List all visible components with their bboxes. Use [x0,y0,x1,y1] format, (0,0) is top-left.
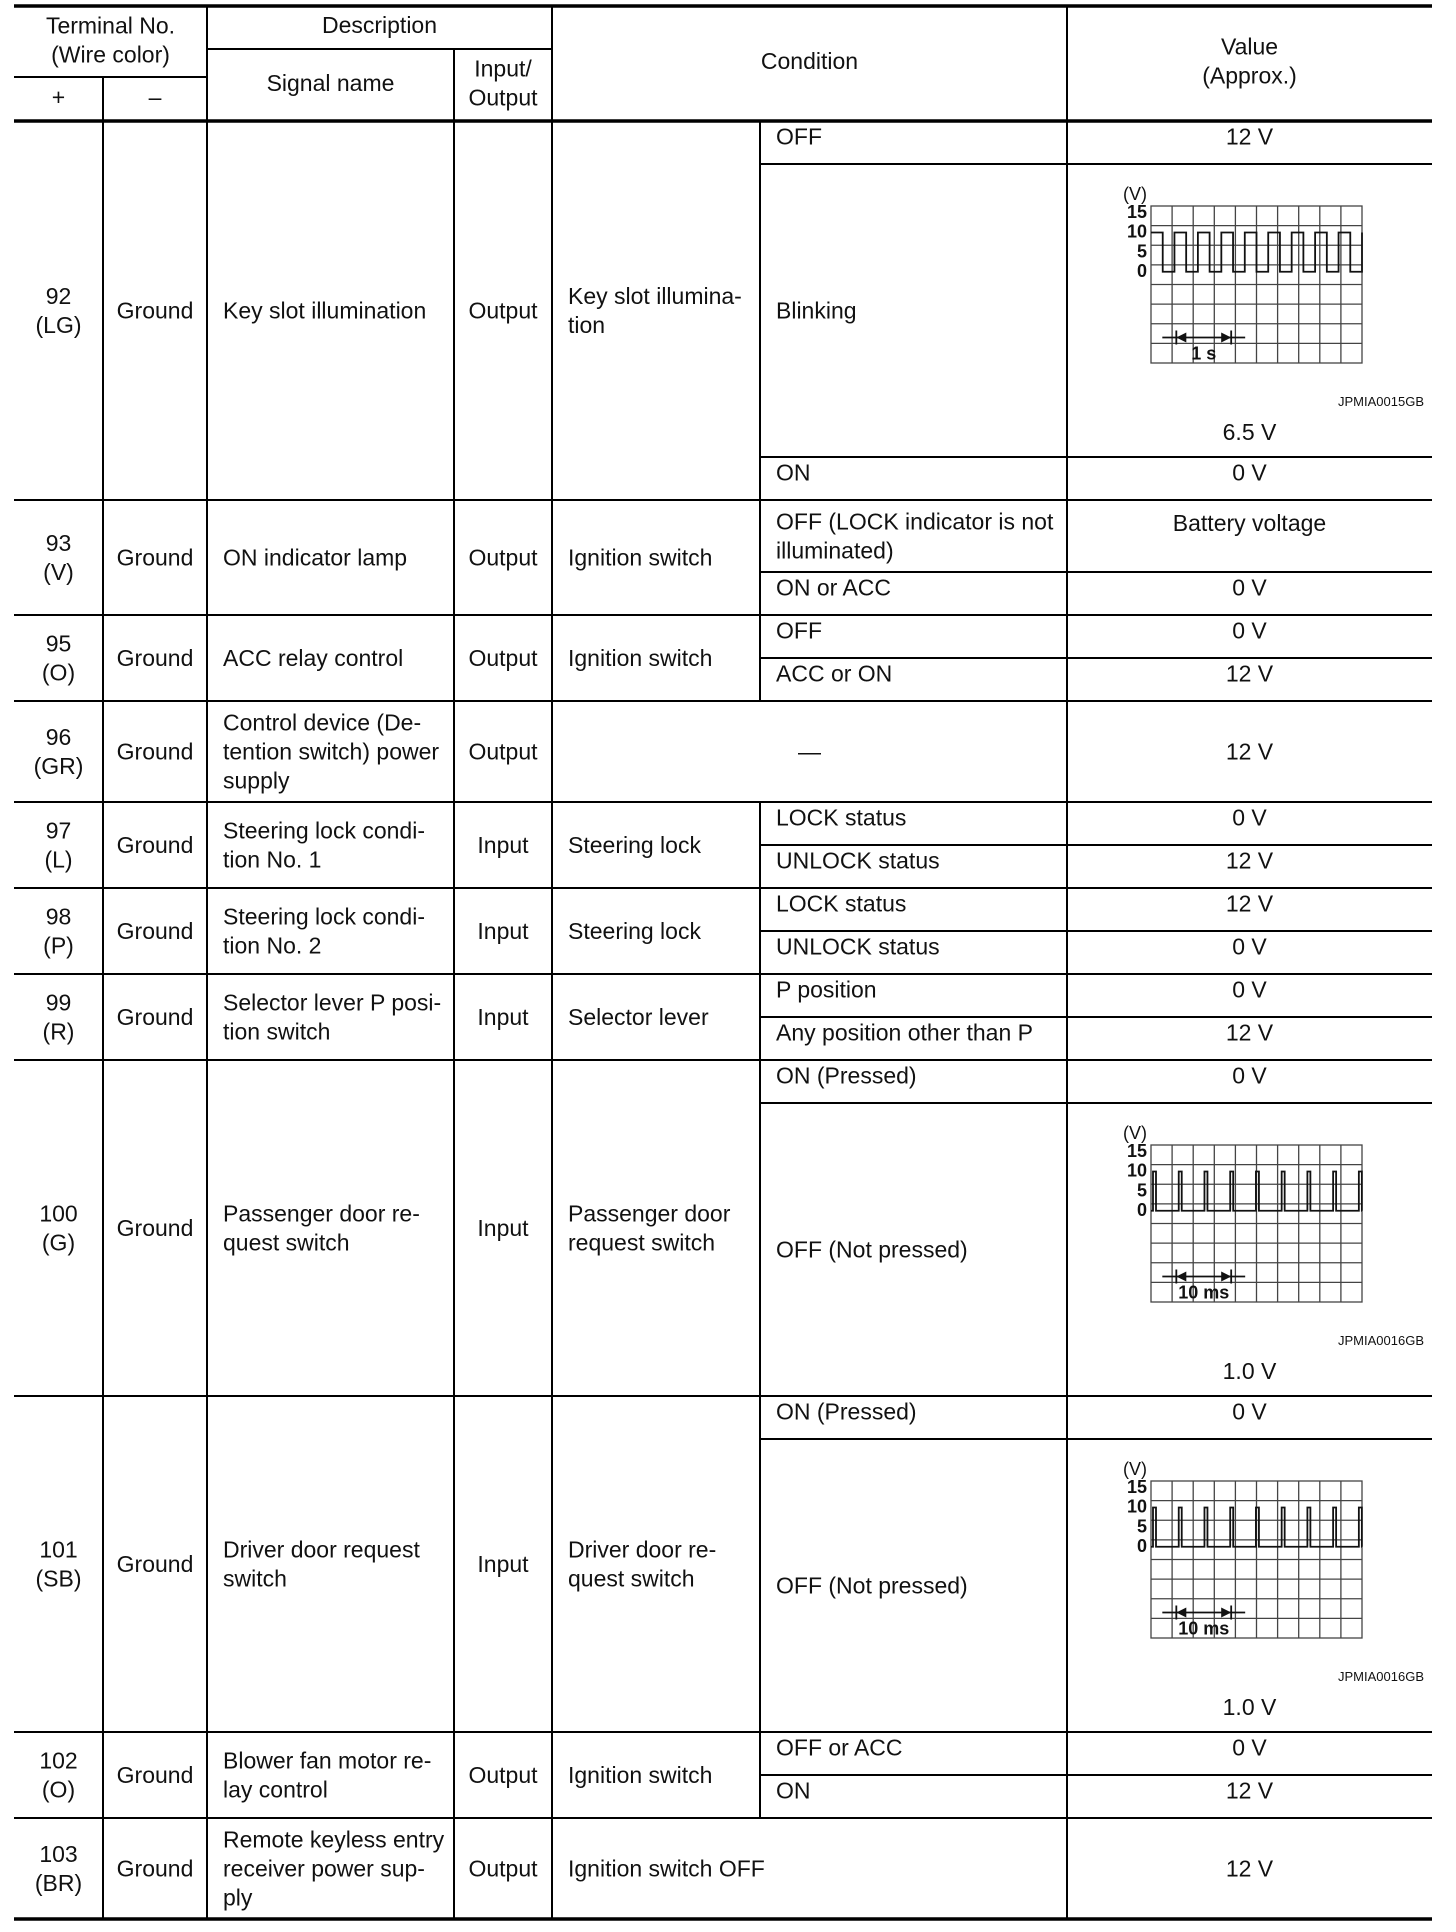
condition-main-cell [568,918,701,944]
condition-detail [776,618,822,644]
wire-color: (R) [42,1018,75,1045]
condition-main-cell-line: quest switch [568,1565,695,1592]
condition-main-cell-line: Selector lever [568,1004,709,1030]
header-description-line: Description [321,12,438,38]
terminal-cell [42,631,75,686]
condition-detail [776,1573,968,1599]
value-cell-line: 0 V [1232,933,1267,960]
waveform-tick-label: 0 [1136,1535,1147,1556]
terminal-number: 97 [45,817,72,844]
io-cell [468,298,538,324]
figure-code: JPMIA0016GB [1338,1333,1424,1348]
signal-name-cell-line: quest switch [223,1229,350,1256]
condition-main-cell-line: Passenger door [568,1200,731,1227]
condition-detail-line: illuminated) [776,537,894,564]
condition-detail-line: ACC or ON [776,660,893,687]
io-cell [477,1215,529,1241]
value-cell [1226,124,1274,150]
io-cell-line: Input [477,1551,529,1577]
ground-cell [117,298,194,324]
io-cell [468,739,538,765]
signal-name-cell-line: Control device (De- [223,709,422,736]
waveform-tick-label: 0 [1136,1199,1147,1220]
ground-cell-line: Ground [116,645,194,671]
condition-detail-line: ON (Pressed) [776,1398,917,1425]
signal-name-cell-line: Driver door request [223,1536,420,1563]
waveform-chart [1123,1123,1424,1348]
table-row [34,724,84,779]
waveform-chart [1123,184,1424,409]
arrow-right-icon [1176,332,1186,342]
ground-cell [117,1762,194,1788]
table-row [43,904,74,959]
signal-name-cell [223,1827,445,1911]
value-cell [1223,1358,1277,1384]
value-cell-line: 0 V [1232,1734,1267,1761]
condition-main-cell [568,545,712,571]
condition-detail [776,1735,903,1761]
waveform-tick-label: 5 [1136,241,1147,262]
condition-detail [776,298,857,324]
ground-cell-line: Ground [116,1215,194,1241]
value-cell [1226,1856,1274,1882]
condition-main-cell [568,1201,731,1256]
condition-detail-line: OFF [776,617,822,644]
terminal-number: 93 [45,530,72,556]
ground-cell [117,1856,194,1882]
table-row [39,1748,77,1803]
value-cell-line: 0 V [1232,1398,1267,1425]
io-cell-line: Output [468,544,538,571]
value-cell [1232,618,1267,644]
signal-name-cell-line: Blower fan motor re- [223,1747,432,1774]
value-cell [1232,934,1267,960]
io-cell-line: Output [468,297,538,324]
header-io [468,56,538,111]
value-cell-line: 0 V [1232,574,1267,601]
condition-main-cell [568,1537,716,1592]
signal-name-cell-line: receiver power sup- [223,1855,425,1882]
header-value [1202,34,1297,89]
wire-color: (BR) [34,1870,83,1896]
io-cell [468,1762,538,1788]
header-plus [52,84,65,110]
wire-color: (LG) [35,312,82,338]
header-io-line: Input/ [474,55,532,82]
signal-name-cell-line: Steering lock condi- [223,817,425,844]
wire-color: (SB) [35,1565,82,1592]
ground-cell [117,1215,194,1241]
wire-color: (P) [43,932,74,959]
terminal-number: 96 [45,724,72,750]
table-row [43,990,75,1045]
value-cell [1232,805,1267,831]
value-cell-line: 0 V [1232,459,1267,486]
condition-sub-row [1123,1459,1424,1684]
io-cell-line: Input [477,1004,529,1030]
condition-detail [776,661,892,687]
io-cell [477,918,529,944]
arrow-right-icon [1176,1607,1186,1617]
waveform-unit: (V) [1123,1459,1147,1479]
arrow-left-icon [1221,1607,1231,1617]
signal-name-cell [223,545,407,571]
io-cell [468,545,538,571]
signal-name-cell-line: tion No. 1 [223,846,322,873]
value-cell-line: 1.0 V [1222,1694,1277,1720]
value-cell-line: 0 V [1232,1062,1267,1089]
terminal-cell [39,1201,77,1256]
wire-color: (V) [43,559,74,585]
io-cell [477,1004,529,1030]
io-cell-line: Output [468,1855,538,1882]
figure-code: JPMIA0015GB [1338,394,1424,409]
arrow-left-icon [1221,332,1231,342]
condition-main-cell-line: tion [568,312,606,338]
terminal-cell [43,904,74,959]
terminal-number: 95 [45,630,72,657]
terminal-number: 101 [39,1536,78,1563]
value-cell-line: 12 V [1225,1777,1274,1804]
table-row [43,530,74,585]
signal-name-cell-line: lay control [223,1776,328,1803]
signal-name-cell [223,1748,431,1803]
value-cell-line: 12 V [1225,738,1274,765]
signal-name-cell [223,904,425,959]
condition-main-cell-line: Ignition switch [568,1762,713,1788]
header-description [322,12,437,38]
waveform-signal [1151,1507,1362,1546]
ground-cell [117,545,194,571]
waveform-tick-label: 15 [1126,1477,1147,1497]
signal-name-cell [223,645,403,671]
condition-main-cell-line: Steering lock [568,832,701,858]
waveform-tick-label: 0 [1136,260,1147,281]
value-cell [1226,891,1274,917]
waveform-tick-label: 10 [1126,1160,1147,1181]
value-cell-line: 0 V [1232,976,1267,1003]
condition-cell-line: — [798,738,821,765]
value-cell-line: 12 V [1225,1855,1274,1882]
ground-cell [117,918,194,944]
condition-detail-line: Any position other than P [776,1019,1033,1046]
wire-color: (O) [41,1776,76,1803]
value-cell-line: 6.5 V [1222,419,1277,445]
condition-detail-line: ON [776,459,811,486]
value-cell [1232,1735,1267,1761]
terminal-cell [43,530,74,585]
ground-cell [117,645,194,671]
io-cell [477,1551,529,1577]
ground-cell [117,1551,194,1577]
condition-detail [776,977,877,1003]
signal-name-cell-line: tion No. 2 [223,932,322,959]
value-cell [1226,848,1274,874]
condition-detail-line: OFF [776,123,822,150]
signal-name-cell-line: Steering lock condi- [223,903,425,930]
terminal-cell [43,990,75,1045]
condition-cell [568,1856,765,1882]
table-row [42,631,75,686]
condition-main-cell-line: Driver door re- [568,1536,717,1563]
condition-detail-line: UNLOCK status [776,933,940,960]
condition-detail-line: LOCK status [776,804,907,831]
header-minus [149,84,162,110]
ground-cell-line: Ground [116,297,194,324]
wire-color: (GR) [33,753,84,779]
terminal-number: 103 [39,1841,78,1867]
signal-name-cell-line: supply [223,767,290,794]
value-cell-line: 0 V [1232,617,1267,644]
signal-name-cell [223,990,441,1045]
value-cell [1232,1399,1267,1425]
signal-name-cell-line: ply [223,1884,253,1911]
header-signal-name-line: Signal name [266,70,395,96]
header-io-line: Output [468,84,538,111]
waveform-timebase: 1 s [1191,343,1217,364]
table-row [35,1841,82,1896]
io-cell-line: Output [468,645,538,671]
condition-detail-line: Blinking [776,297,857,324]
terminal-cell [35,1841,82,1896]
header-condition [761,48,858,74]
value-cell [1226,1778,1274,1804]
condition-main-cell-line: Ignition switch [568,544,713,571]
condition-main-cell [568,283,742,338]
header-signal-name [267,70,395,96]
signal-name-cell-line: tention switch) power [223,738,440,765]
value-cell [1173,510,1326,536]
header-minus-line: – [148,84,162,110]
table-row [44,818,72,873]
value-cell-line: 12 V [1225,1019,1274,1046]
header-terminal-line: Terminal No. [45,12,176,39]
signal-name-cell [223,710,439,794]
condition-detail [776,1778,811,1804]
io-cell-line: Output [468,738,538,765]
io-cell-line: Input [477,832,529,858]
condition-main-cell-line: Key slot illumina- [568,283,742,309]
value-cell [1226,739,1274,765]
ground-cell-line: Ground [116,832,194,858]
waveform-tick-label: 5 [1136,1516,1147,1537]
value-cell-line: 12 V [1225,123,1274,150]
condition-detail [776,124,822,150]
signal-name-cell-line: ACC relay control [223,645,404,671]
condition-sub-row [1123,1123,1424,1348]
condition-main-cell-line: request switch [568,1229,716,1256]
io-cell-line: Input [477,1215,529,1241]
value-cell [1232,460,1267,486]
value-cell [1232,977,1267,1003]
condition-main-cell-line: Ignition switch [568,645,713,671]
header-terminal [46,13,175,68]
waveform-chart [1123,1459,1424,1684]
terminal-number: 102 [39,1747,78,1774]
condition-detail-line: OFF (LOCK indicator is not [776,508,1054,535]
condition-detail [776,848,940,874]
signal-name-cell [223,818,425,873]
ground-cell [117,832,194,858]
value-cell [1232,1063,1267,1089]
terminal-cell [39,1748,77,1803]
condition-detail [776,1063,917,1089]
value-cell [1223,419,1277,445]
condition-detail [776,1237,968,1263]
signal-name-cell-line: switch [223,1565,287,1592]
signal-name-cell [223,298,426,324]
signal-name-cell-line: ON indicator lamp [223,544,408,571]
value-cell-line: 12 V [1225,890,1274,917]
value-cell-line: 0 V [1232,804,1267,831]
ground-cell-line: Ground [116,738,194,765]
terminal-number: 92 [45,283,72,309]
condition-main-cell-line: Steering lock [568,918,701,944]
ground-cell [117,1004,194,1030]
condition-detail [776,575,891,601]
header-value-line: (Approx.) [1202,62,1297,89]
condition-detail [776,1399,917,1425]
condition-main-cell [568,832,701,858]
condition-detail-line: ON (Pressed) [776,1062,917,1089]
terminal-number: 99 [45,989,72,1016]
condition-detail-line: OFF (Not pressed) [776,1572,968,1599]
io-cell [468,1856,538,1882]
waveform-timebase: 10 ms [1178,1282,1230,1303]
signal-name-cell [223,1537,420,1592]
condition-detail [776,509,1054,564]
wire-color: (O) [41,659,76,686]
terminal-number: 100 [39,1200,78,1227]
waveform-unit: (V) [1123,184,1147,204]
signal-name-cell [223,1201,420,1256]
header-condition-line: Condition [760,48,859,74]
signal-name-cell-line: Remote keyless entry [223,1826,445,1853]
condition-detail-line: ON or ACC [776,574,892,601]
waveform-signal [1151,1171,1362,1210]
condition-detail-line: LOCK status [776,890,907,917]
signal-name-cell-line: tion switch [223,1018,331,1045]
ground-cell-line: Ground [116,544,194,571]
condition-detail [776,891,906,917]
io-cell [477,832,529,858]
condition-detail-line: OFF or ACC [776,1734,903,1761]
value-cell-line: 12 V [1225,847,1274,874]
signal-name-cell-line: Selector lever P posi- [223,989,442,1016]
io-cell [468,645,538,671]
waveform-timebase: 10 ms [1178,1618,1230,1639]
io-cell-line: Output [468,1762,538,1788]
condition-detail [776,460,811,486]
waveform-unit: (V) [1123,1123,1147,1143]
condition-main-cell [568,1004,709,1030]
value-cell [1226,661,1274,687]
waveform-signal [1151,232,1362,271]
header-terminal-line: (Wire color) [51,41,170,68]
io-cell-line: Input [477,918,529,944]
header-plus-line: + [51,84,66,110]
terminal-cell [36,1537,82,1592]
waveform-tick-label: 10 [1126,1496,1147,1517]
value-cell-line: 12 V [1225,660,1274,687]
value-cell [1223,1694,1277,1720]
waveform-tick-label: 10 [1126,221,1147,242]
condition-cell [798,739,821,765]
value-cell-line: Battery voltage [1172,510,1327,536]
terminal-cell [34,724,84,779]
condition-detail-line: ON [776,1777,811,1804]
wire-color: (L) [44,846,73,873]
ground-cell-line: Ground [116,1855,194,1882]
header-value-line: Value [1220,33,1279,60]
ground-cell [117,739,194,765]
value-cell-line: 1.0 V [1222,1358,1277,1384]
figure-code: JPMIA0016GB [1338,1669,1424,1684]
waveform-tick-label: 15 [1126,1141,1147,1161]
terminal-number: 98 [45,903,72,930]
value-cell [1226,1020,1274,1046]
ground-cell-line: Ground [116,918,194,944]
condition-detail-line: UNLOCK status [776,847,940,874]
condition-detail [776,1020,1033,1046]
waveform-tick-label: 5 [1136,1180,1147,1201]
ground-cell-line: Ground [116,1004,194,1030]
condition-detail-line: OFF (Not pressed) [776,1236,968,1263]
condition-main-cell [568,645,712,671]
arrow-right-icon [1176,1271,1186,1281]
ground-cell-line: Ground [116,1551,194,1577]
terminal-cell [44,818,72,873]
condition-detail [776,805,906,831]
signal-name-cell-line: Key slot illumination [223,297,427,324]
condition-detail-line: P position [776,976,877,1003]
waveform-tick-label: 15 [1126,202,1147,222]
ground-cell-line: Ground [116,1762,194,1788]
condition-sub-row [1123,184,1424,409]
arrow-left-icon [1221,1271,1231,1281]
condition-detail [776,934,940,960]
condition-main-cell [568,1762,712,1788]
value-cell [1232,575,1267,601]
signal-name-cell-line: Passenger door re- [223,1200,420,1227]
condition-cell-line: Ignition switch OFF [568,1855,765,1882]
terminal-cell [36,283,82,338]
wire-color: (G) [41,1229,76,1256]
